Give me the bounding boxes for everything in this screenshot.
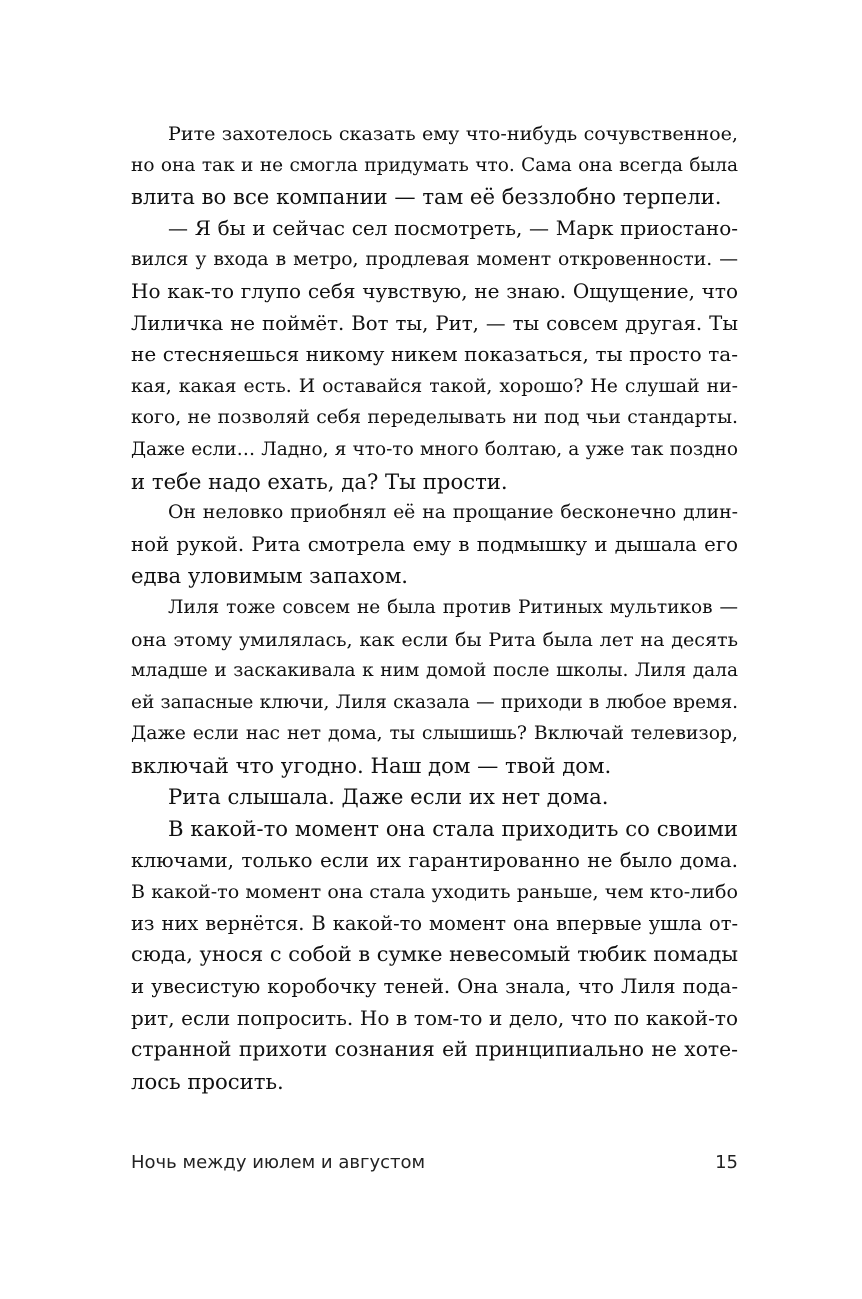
text-line: не стесняешься никому никем показаться, ты просто та- (131, 342, 738, 367)
text-line: Лиличка не поймёт. Вот ты, Рит, — ты совсем другая. Ты (131, 311, 738, 335)
text-line: кая, какая есть. И оставайся такой, хорошо? Не слушай ни- (131, 375, 738, 397)
text-line: Он неловко приобнял её на прощание бесконечно длин- (168, 502, 738, 524)
text-line: вился у входа в метро, продлевая момент откровенности. — (131, 249, 738, 271)
text-line: Лиля тоже совсем не была против Ритиных мультиков — (168, 596, 738, 618)
text-line: и увесистую коробочку теней. Она знала, что Лиля пода- (131, 975, 738, 999)
text-line: едва уловимым запахом. (131, 563, 409, 589)
text-line: Даже если… Ладно, я что-то много болтаю, а уже так поздно (131, 438, 738, 460)
text-line: сюда, унося с собой в сумке невесомый тюбик помады (131, 942, 738, 967)
body-text (131, 118, 738, 1097)
text-line: В какой-то момент она стала приходить со своими (168, 816, 738, 842)
text-line: включай что угодно. Наш дом — твой дом. (131, 752, 612, 778)
text-line: Даже если нас нет дома, ты слышишь? Включай телевизор, (131, 723, 738, 745)
text-line: лось просить. (131, 1068, 284, 1094)
text-line: — Я бы и сейчас сел посмотреть, — Марк приостано- (168, 215, 738, 240)
text-line: влита во все компании — там её беззлобно терпели. (131, 184, 722, 210)
text-line: Но как-то глупо себя чувствую, не знаю. Ощущение, что (131, 278, 738, 303)
text-line: младше и заскакивала к ним домой после школы. Лиля дала (131, 660, 738, 682)
text-line: Рита слышала. Даже если их нет дома. (168, 784, 609, 810)
text-line: и тебе надо ехать, да? Ты прости. (131, 468, 508, 494)
page-number: 15 (715, 1152, 738, 1173)
text-line: ей запасные ключи, Лиля сказала — приходи в любое время. (131, 691, 738, 713)
text-line: странной прихоти сознания ей принципиально не хоте- (131, 1037, 738, 1062)
text-line: ключами, только если их гарантированно не было дома. (131, 847, 738, 872)
text-line: В какой-то момент она стала уходить раньше, чем кто-либо (131, 880, 738, 904)
text-line: но она так и не смогла придумать что. Сама она всегда была (131, 154, 738, 176)
text-line: кого, не позволяй себя переделывать ни под чьи стандарты. (131, 407, 738, 429)
text-line: Рите захотелось сказать ему что-нибудь сочувственное, (168, 122, 738, 145)
text-line: она этому умилялась, как если бы Рита была лет на десять (131, 627, 738, 651)
text-line: рит, если попросить. Но в том-то и дело, что по какой-то (131, 1005, 738, 1030)
running-footer-title: Ночь между июлем и августом (131, 1152, 426, 1173)
text-line: ной рукой. Рита смотрела ему в подмышку и дышала его (131, 532, 738, 556)
text-line: из них вернётся. В какой-то момент она впервые ушла от- (131, 911, 738, 935)
